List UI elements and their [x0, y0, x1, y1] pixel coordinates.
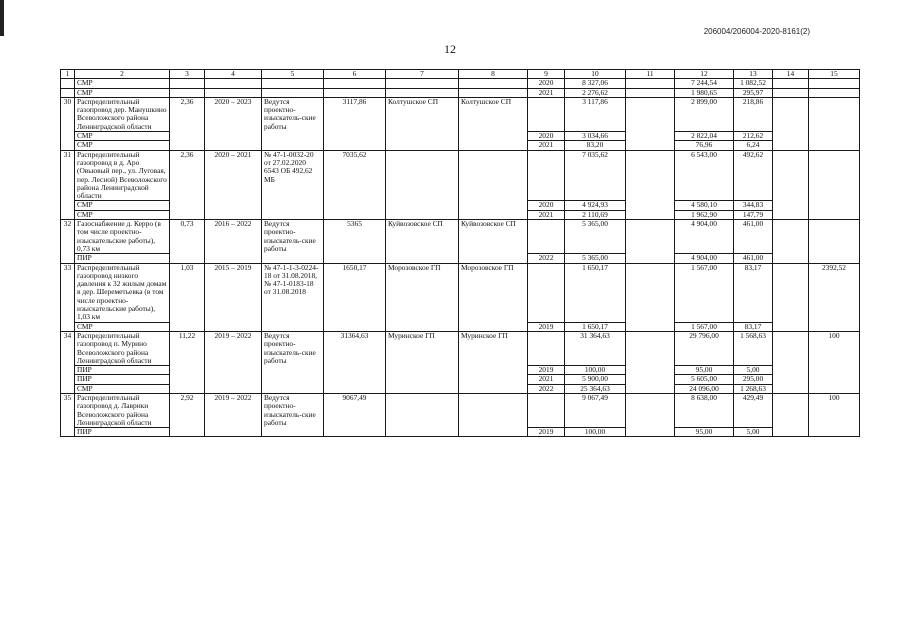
regional-budget: 1 567,00	[675, 322, 734, 331]
object-name: Распределительный газопровод дер. Манушкино Всеволожского района Ленинградской области	[75, 97, 170, 131]
cell-empty	[528, 97, 565, 131]
year: 2019	[528, 322, 565, 331]
regional-budget: 29 796,00	[675, 331, 734, 365]
cell-empty	[773, 393, 809, 436]
cell-empty	[626, 263, 675, 331]
regional-budget: 24 096,00	[675, 384, 734, 393]
cell-empty	[773, 88, 809, 97]
total-cost: 31 364,63	[565, 331, 626, 365]
regional-budget: 8 638,00	[675, 393, 734, 427]
settlement-recipient	[459, 393, 528, 436]
municipal-budget: 6,24	[734, 141, 773, 150]
length-km: 11,22	[170, 331, 205, 393]
period: 2020 – 2021	[205, 150, 262, 219]
municipal-budget: 344,83	[734, 201, 773, 210]
total-cost: 8 327,06	[565, 79, 626, 88]
work-type: СМР	[75, 201, 170, 210]
regional-budget: 1 962,90	[675, 210, 734, 219]
item-number: 30	[61, 97, 75, 150]
municipal-budget: 1 568,63	[734, 331, 773, 365]
object-name: Распределительный газопровод в д. Аро (Овьювый пер., ул. Луговая, пер. Лесной) Всеволожского района Ленинградской области	[75, 150, 170, 201]
cell-empty	[773, 150, 809, 219]
municipal-budget: 461,00	[734, 220, 773, 254]
document-number: 206004/206004-2020-8161(2)	[703, 27, 810, 36]
column-number: 6	[324, 70, 386, 79]
length-km: 2,36	[170, 97, 205, 150]
project-table	[60, 69, 860, 437]
estimated-cost: 9067,49	[324, 393, 386, 436]
cell-empty	[459, 88, 528, 97]
regional-budget: 95,00	[675, 366, 734, 375]
extra-value	[809, 220, 860, 263]
regional-budget: 4 904,00	[675, 254, 734, 263]
cell-empty	[262, 79, 324, 88]
regional-budget: 5 605,00	[675, 375, 734, 384]
item-number: 34	[61, 331, 75, 393]
column-number: 2	[75, 70, 170, 79]
total-cost: 100,00	[565, 366, 626, 375]
year: 2020	[528, 132, 565, 141]
extra-value: 2392,52	[809, 263, 860, 331]
cell-empty	[626, 88, 675, 97]
year: 2019	[528, 428, 565, 437]
municipal-budget: 83,17	[734, 263, 773, 322]
cell-empty	[528, 393, 565, 427]
cell-empty	[528, 263, 565, 322]
year: 2021	[528, 375, 565, 384]
municipal-budget: 461,00	[734, 254, 773, 263]
column-number: 11	[626, 70, 675, 79]
year: 2022	[528, 384, 565, 393]
regional-budget: 1 980,65	[675, 88, 734, 97]
work-type: СМР	[75, 79, 170, 88]
regional-budget: 2 822,04	[675, 132, 734, 141]
column-number: 5	[262, 70, 324, 79]
municipal-budget: 83,17	[734, 322, 773, 331]
municipal-budget: 492,62	[734, 150, 773, 201]
work-type: СМР	[75, 322, 170, 331]
cell-empty	[626, 331, 675, 393]
settlement	[386, 393, 459, 436]
municipal-budget: 1 268,63	[734, 384, 773, 393]
cell-empty	[626, 97, 675, 150]
period: 2020 – 2023	[205, 97, 262, 150]
regional-budget: 4 580,10	[675, 201, 734, 210]
estimated-cost: 3117,86	[324, 97, 386, 150]
length-km: 0,73	[170, 220, 205, 263]
municipal-budget: 1 082,52	[734, 79, 773, 88]
column-number-row	[61, 70, 860, 79]
year: 2021	[528, 88, 565, 97]
period: 2016 – 2022	[205, 220, 262, 263]
cell-empty	[809, 88, 860, 97]
table-row	[61, 263, 860, 322]
column-number: 4	[205, 70, 262, 79]
total-cost: 1 650,17	[565, 263, 626, 322]
item-number: 31	[61, 150, 75, 219]
total-cost: 2 110,69	[565, 210, 626, 219]
project-status: Ведутся проектно-изыскатель-ские работы	[262, 393, 324, 436]
estimated-cost: 7035,62	[324, 150, 386, 219]
period: 2015 – 2019	[205, 263, 262, 331]
cell-empty	[324, 88, 386, 97]
cell-empty	[324, 79, 386, 88]
column-number: 9	[528, 70, 565, 79]
column-number: 14	[773, 70, 809, 79]
length-km: 2,36	[170, 150, 205, 219]
work-type: ПИР	[75, 428, 170, 437]
municipal-budget: 5,00	[734, 366, 773, 375]
extra-value: 100	[809, 331, 860, 393]
total-cost: 2 276,62	[565, 88, 626, 97]
estimated-cost: 1650,17	[324, 263, 386, 331]
extra-value	[809, 150, 860, 219]
cell-empty	[386, 79, 459, 88]
cell-empty	[773, 79, 809, 88]
project-status: № 47-1-1-3-0224-18 от 31.08.2018, № 47-1-0183-18 от 31.08.2018	[262, 263, 324, 331]
settlement-recipient: Муринское ГП	[459, 331, 528, 393]
settlement-recipient: Куйвозовское СП	[459, 220, 528, 263]
year: 2019	[528, 366, 565, 375]
column-number: 10	[565, 70, 626, 79]
column-number: 13	[734, 70, 773, 79]
table-row	[61, 88, 860, 97]
scan-edge-mark	[0, 0, 4, 36]
cell-empty	[773, 220, 809, 263]
period: 2019 – 2022	[205, 393, 262, 436]
year: 2020	[528, 79, 565, 88]
year: 2020	[528, 201, 565, 210]
table-row	[61, 393, 860, 427]
cell-empty	[170, 79, 205, 88]
total-cost: 83,20	[565, 141, 626, 150]
page-number: 12	[444, 42, 456, 56]
cell-empty	[626, 79, 675, 88]
length-km: 1,03	[170, 263, 205, 331]
extra-value	[809, 97, 860, 150]
object-name: Распределительный газопровод д. Лаврики Всеволожского района Ленинградской области	[75, 393, 170, 427]
cell-empty	[528, 331, 565, 365]
regional-budget: 95,00	[675, 428, 734, 437]
cell-empty	[386, 88, 459, 97]
work-type: СМР	[75, 210, 170, 219]
settlement-recipient: Колтушское СП	[459, 97, 528, 150]
project-status: № 47-1-0032-20 от 27.02.2020 6543 ОБ 492,62 МБ	[262, 150, 324, 219]
cell-empty	[528, 220, 565, 254]
cell-empty	[773, 97, 809, 150]
municipal-budget: 212,62	[734, 132, 773, 141]
table-row	[61, 150, 860, 201]
table-row	[61, 97, 860, 131]
column-number: 1	[61, 70, 75, 79]
total-cost: 3 117,86	[565, 97, 626, 131]
object-name: Распределительный газопровод низкого давления к 32 жилым домам в дер. Шереметьевка (в том числе проектно-изыскательские работы), 1,03 км	[75, 263, 170, 322]
settlement	[386, 150, 459, 219]
work-type: СМР	[75, 132, 170, 141]
cell-empty	[459, 79, 528, 88]
work-type: СМР	[75, 141, 170, 150]
cell-empty	[809, 79, 860, 88]
settlement: Муринское ГП	[386, 331, 459, 393]
settlement: Морозовское ГП	[386, 263, 459, 331]
municipal-budget: 295,00	[734, 375, 773, 384]
column-number: 15	[809, 70, 860, 79]
total-cost: 100,00	[565, 428, 626, 437]
length-km: 2,92	[170, 393, 205, 436]
period: 2019 – 2022	[205, 331, 262, 393]
total-cost: 5 365,00	[565, 254, 626, 263]
settlement: Куйвозовское СП	[386, 220, 459, 263]
cell-empty	[205, 88, 262, 97]
column-number: 8	[459, 70, 528, 79]
cell-empty	[626, 220, 675, 263]
year: 2021	[528, 141, 565, 150]
settlement-recipient: Морозовское ГП	[459, 263, 528, 331]
work-type: ПИР	[75, 254, 170, 263]
total-cost: 1 650,17	[565, 322, 626, 331]
column-number: 3	[170, 70, 205, 79]
regional-budget: 7 244,54	[675, 79, 734, 88]
table-row	[61, 220, 860, 254]
cell-empty	[773, 263, 809, 331]
column-number: 7	[386, 70, 459, 79]
total-cost: 3 034,66	[565, 132, 626, 141]
municipal-budget: 147,79	[734, 210, 773, 219]
cell-empty	[626, 150, 675, 219]
work-type: ПИР	[75, 366, 170, 375]
item-number: 33	[61, 263, 75, 331]
table-row	[61, 331, 860, 365]
cell-empty	[528, 150, 565, 201]
project-status: Ведутся проектно-изыскатель-ские работы	[262, 97, 324, 150]
regional-budget: 76,96	[675, 141, 734, 150]
total-cost: 5 365,00	[565, 220, 626, 254]
cell-empty	[262, 88, 324, 97]
year: 2021	[528, 210, 565, 219]
estimated-cost: 5365	[324, 220, 386, 263]
municipal-budget: 429,49	[734, 393, 773, 427]
column-number: 12	[675, 70, 734, 79]
municipal-budget: 295,97	[734, 88, 773, 97]
total-cost: 5 900,00	[565, 375, 626, 384]
cell-empty	[61, 79, 75, 88]
regional-budget: 1 567,00	[675, 263, 734, 322]
total-cost: 7 035,62	[565, 150, 626, 201]
item-number: 32	[61, 220, 75, 263]
regional-budget: 4 904,00	[675, 220, 734, 254]
object-name: Газоснабжение д. Керро (в том числе проектно-изыскательские работы), 0,73 км	[75, 220, 170, 254]
cell-empty	[61, 88, 75, 97]
object-name: Распределительный газопровод п. Мурино Всеволожского района Ленинградской области	[75, 331, 170, 365]
cell-empty	[205, 79, 262, 88]
municipal-budget: 218,86	[734, 97, 773, 131]
total-cost: 4 924,93	[565, 201, 626, 210]
work-type: СМР	[75, 88, 170, 97]
year: 2022	[528, 254, 565, 263]
regional-budget: 6 543,00	[675, 150, 734, 201]
cell-empty	[773, 331, 809, 393]
item-number: 35	[61, 393, 75, 436]
work-type: ПИР	[75, 375, 170, 384]
cell-empty	[170, 88, 205, 97]
total-cost: 25 364,63	[565, 384, 626, 393]
total-cost: 9 067,49	[565, 393, 626, 427]
settlement-recipient	[459, 150, 528, 219]
regional-budget: 2 899,00	[675, 97, 734, 131]
municipal-budget: 5,00	[734, 428, 773, 437]
table-row	[61, 79, 860, 88]
extra-value: 100	[809, 393, 860, 436]
estimated-cost: 31364,63	[324, 331, 386, 393]
settlement: Колтушское СП	[386, 97, 459, 150]
work-type: СМР	[75, 384, 170, 393]
project-status: Ведутся проектно-изыскатель-ские работы	[262, 220, 324, 263]
cell-empty	[626, 393, 675, 436]
project-status: Ведутся проектно-изыскатель-ские работы	[262, 331, 324, 393]
